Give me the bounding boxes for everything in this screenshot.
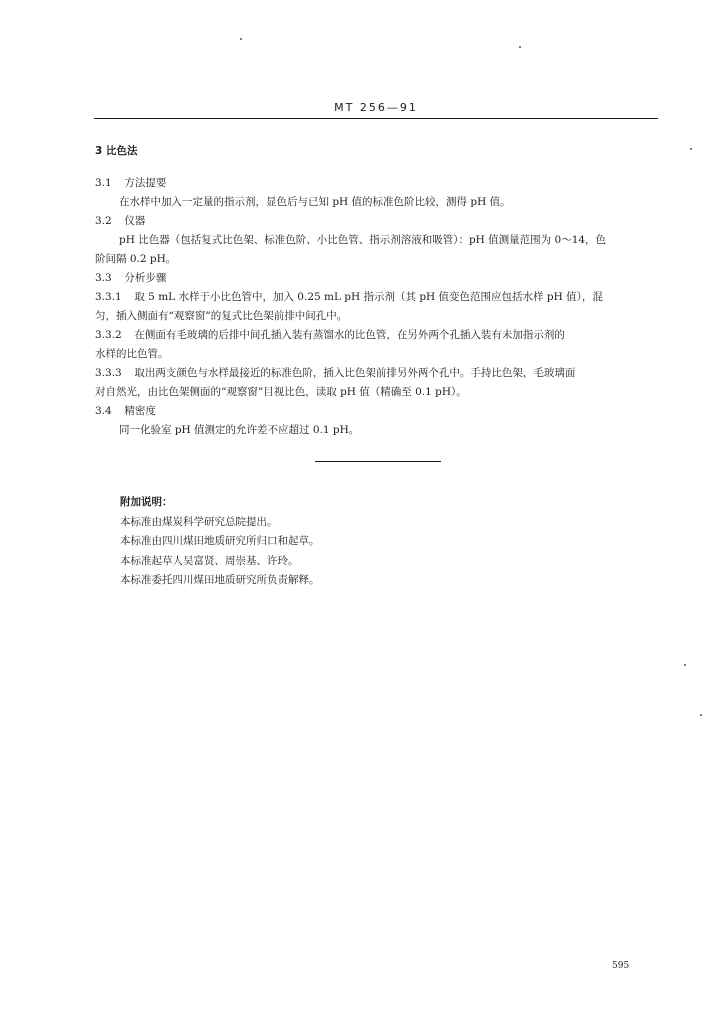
appendix-notes (120, 493, 320, 591)
clause-3-2-heading (95, 212, 660, 231)
clause-text: 取 5 mL 水样于小比色管中，加入 0.25 mL pH 指示剂（其 pH 值变色范围应包括水样 pH 值），混 (134, 291, 603, 303)
clause-number: 3.3.3 (95, 367, 122, 379)
clause-number: 3.3 (95, 272, 112, 284)
scan-speck (700, 714, 702, 716)
clause-3-4-heading (95, 402, 660, 421)
appendix-line: 本标准委托四川煤田地质研究所负责解释。 (120, 574, 320, 586)
clause-title: 精密度 (124, 405, 156, 417)
scan-speck (519, 46, 521, 48)
header-rule (94, 118, 658, 119)
page-number: 595 (612, 961, 630, 971)
clause-3-4-text: 同一化验室 pH 值测定的允许差不应超过 0.1 pH。 (119, 424, 360, 436)
document-body (95, 142, 660, 440)
clause-3-3-1-line-1 (95, 288, 660, 307)
clause-number: 3.3.2 (95, 329, 122, 341)
clause-3-3-3-line-2: 对自然光，由比色架侧面的“观察窗”目视比色，读取 pH 值（精确至 0.1 pH）。 (95, 386, 467, 398)
clause-3-3-heading (95, 269, 660, 288)
section-3-title: 3 比色法 (95, 145, 138, 157)
appendix-title: 附加说明： (120, 496, 173, 508)
appendix-line: 本标准由煤炭科学研究总院提出。 (120, 515, 278, 528)
scan-speck (684, 664, 686, 666)
clause-3-3-3-line-1 (95, 364, 660, 383)
scan-speck (690, 148, 692, 150)
clause-3-3-2-line-1 (95, 326, 660, 345)
clause-text: 在侧面有毛玻璃的后排中间孔插入装有蒸馏水的比色管，在另外两个孔插入装有未加指示剂的 (134, 329, 565, 341)
clause-number: 3.2 (95, 215, 112, 227)
appendix-line: 本标准起草人吴富贤、周崇基、许玲。 (120, 554, 299, 567)
appendix-line: 本标准由四川煤田地质研究所归口和起草。 (120, 535, 320, 547)
clause-3-2-text-line-2: 阶间隔 0.2 pH。 (95, 253, 177, 265)
clause-3-1-heading (95, 174, 660, 193)
end-of-text-rule (315, 461, 441, 462)
standard-code-header: MT 256—91 (334, 101, 418, 114)
clause-number: 3.1 (95, 177, 112, 189)
clause-3-1-text: 在水样中加入一定量的指示剂，显色后与已知 pH 值的标准色阶比较，测得 pH 值。 (119, 196, 511, 208)
clause-title: 分析步骤 (124, 272, 167, 284)
clause-number: 3.3.1 (95, 291, 122, 303)
clause-3-2-text-line-1: pH 比色器（包括复式比色架、标准色阶、小比色管、指示剂溶液和吸管）：pH 值测量范围为 0～14，色 (119, 234, 607, 246)
clause-title: 仪器 (124, 215, 146, 227)
clause-number: 3.4 (95, 405, 112, 417)
clause-title: 方法提要 (124, 177, 167, 189)
clause-3-3-2-line-2: 水样的比色管。 (95, 348, 169, 360)
clause-text: 取出两支颜色与水样最接近的标准色阶，插入比色架前排另外两个孔中。手持比色架，毛玻璃面 (134, 367, 576, 379)
scan-speck (240, 38, 242, 40)
clause-3-3-1-line-2: 匀，插入侧面有“观察窗”的复式比色架前排中间孔中。 (95, 310, 348, 322)
